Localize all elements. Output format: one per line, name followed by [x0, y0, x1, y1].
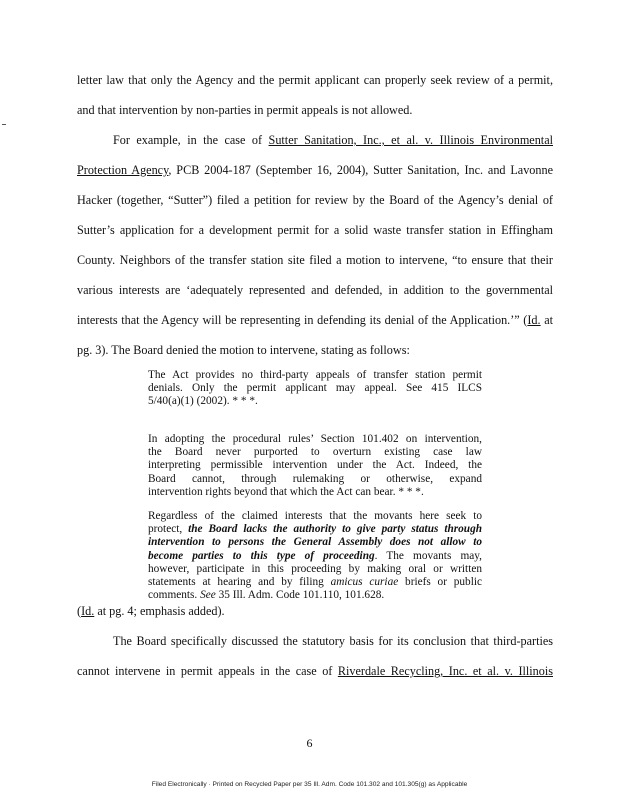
block-quote-para-3 [148, 510, 482, 602]
quote-line [148, 576, 482, 589]
body-line-2: and that intervention by non-parties in permit appeals is not allowed. [77, 103, 413, 117]
case-citation-iepa: Protection Agency [77, 163, 169, 177]
text-run: protect, [148, 523, 189, 536]
text-run: For example, in the case of [113, 133, 269, 147]
body-line-11 [77, 604, 553, 618]
body-line-1: letter law that only the Agency and the permit applicant can properly seek review of a permit, [77, 73, 553, 87]
body-line-12: The Board specifically discussed the statutory basis for its conclusion that third-parties [113, 634, 553, 648]
text-run: briefs or public [398, 575, 483, 588]
quote-line: In adopting the procedural rules’ Section 101.402 on intervention, [148, 433, 482, 445]
emphasis-text: the Board lacks the authority to give party status through [188, 523, 482, 536]
text-run: . The movants may, [374, 549, 482, 562]
text-run: at [540, 313, 553, 327]
text-run: ( [77, 604, 82, 618]
quote-line: The Act provides no third-party appeals of transfer station permit [148, 369, 482, 381]
margin-mark [2, 124, 6, 125]
quote-line: 5/40(a)(1) (2002). * * *. [148, 395, 258, 408]
body-line-10: pg. 3). The Board denied the motion to intervene, stating as follows: [77, 343, 410, 357]
text-run: comments. [148, 589, 201, 602]
see-signal: See [200, 589, 216, 602]
case-citation-riverdale: Riverdale Recycling, Inc. et al. v. Illinois [337, 664, 553, 678]
block-quote-para-1 [148, 369, 482, 409]
quote-line [148, 589, 482, 602]
body-line-7: County. Neighbors of the transfer station site filed a motion to intervene, “to ensure that their [77, 253, 553, 267]
quote-line: however, participate in this proceeding by making oral or written [148, 562, 482, 575]
block-quote-para-2 [148, 433, 482, 499]
id-citation: Id. [81, 604, 95, 618]
body-line-8: various interests are ‘adequately represented and defended, in addition to the governmental [77, 283, 553, 297]
body-line-9 [77, 313, 553, 327]
text-run: at pg. 4; emphasis added). [94, 604, 225, 618]
quote-line: denials. Only the permit applicant may appeal. See 415 ILCS [148, 382, 482, 395]
quote-line: intervention rights beyond that which the Act can bear. * * *. [148, 485, 424, 498]
quote-line: Regardless of the claimed interests that the movants here seek to [148, 510, 482, 522]
quote-line [148, 536, 482, 549]
case-citation-sutter: Sutter Sanitation, Inc., et al. v. Illinois Environmental [268, 133, 553, 147]
emphasis-text: become parties to this type of proceeding [148, 549, 375, 562]
page-number: 6 [306, 736, 313, 750]
body-line-3 [113, 133, 553, 147]
text-run: , PCB 2004-187 (September 16, 2004), Sutter Sanitation, Inc. and Lavonne [168, 163, 553, 177]
emphasis-text: intervention to persons the General Assembly does not allow to [148, 536, 482, 549]
text-run: interests that the Agency will be representing in defending its denial of the Application.’” ( [77, 313, 528, 327]
quote-line: Board cannot, through rulemaking or otherwise, expand [148, 472, 482, 485]
latin-term: amicus curiae [330, 575, 399, 588]
text-run: cannot intervene in permit appeals in the case of [77, 664, 338, 678]
quote-line [148, 550, 482, 563]
id-citation: Id. [527, 313, 541, 327]
body-line-4 [77, 163, 553, 177]
body-line-6: Sutter’s application for a development permit for a solid waste transfer station in Effingham [77, 223, 553, 237]
body-line-5: Hacker (together, “Sutter”) filed a petition for review by the Board of the Agency’s denial of [77, 193, 553, 207]
quote-line: interpreting permissible intervention under the Act. Indeed, the [148, 459, 482, 472]
quote-line [148, 523, 482, 536]
body-line-13 [77, 664, 553, 678]
text-run: 35 Ill. Adm. Code 101.110, 101.628. [215, 589, 385, 602]
filing-footer: Filed Electronically · Printed on Recycled Paper per 35 Ill. Adm. Code 101.302 and 101.305(g) as Applicable [151, 781, 468, 788]
text-run: statements at hearing and by filing [148, 575, 331, 588]
quote-line: the Board never purported to overturn existing case law [148, 446, 482, 459]
